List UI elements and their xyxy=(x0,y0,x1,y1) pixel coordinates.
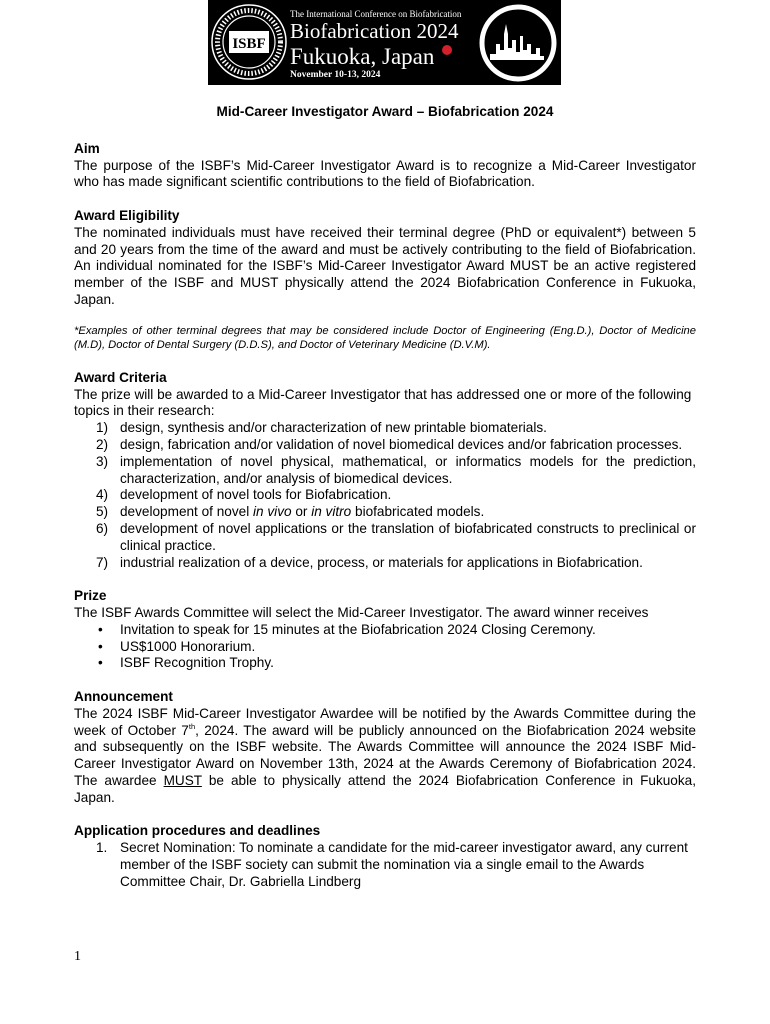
list-item: 7) industrial realization of a device, process, or materials for applications in Biofabrication. xyxy=(96,554,643,570)
list-item: 6) development of novel applications or the translation of biofabricated constructs to preclinical or clinical practice. xyxy=(96,520,696,553)
list-item: 1. Secret Nomination: To nominate a candidate for the mid-career investigator award, any current member of the ISBF society can submit the nomination via a single email to the Awards Committee Chair, Dr. Gabriella Lindberg xyxy=(96,840,688,889)
application-list xyxy=(74,840,696,890)
skyline-emblem xyxy=(478,4,558,82)
banner-dates: November 10-13, 2024 xyxy=(290,70,381,80)
criteria-heading: Award Criteria xyxy=(74,369,167,385)
banner-subtitle: The International Conference on Biofabrication xyxy=(290,9,462,19)
banner-location: Fukuoka, Japan xyxy=(290,44,435,69)
list-item: • Invitation to speak for 15 minutes at the Biofabrication 2024 Closing Ceremony. xyxy=(98,621,596,637)
announcement-text: The 2024 ISBF Mid-Career Investigator Awardee will be notified by the Awards Committee during the week of October 7th, 2024. The award will be publicly announced on the Biofabrication 2024 website and subsequently on the ISBF website. The Awards Committee will announce the 2024 ISBF Mid-Career Investigator Award on November 13th, 2024 at the Awards Ceremony of Biofabrication 2024. The awardee MUST be able to physically attend the 2024 Biofabrication Conference in Fukuoka, Japan. xyxy=(74,705,697,805)
prize-intro: The ISBF Awards Committee will select the Mid-Career Investigator. The award winner receives xyxy=(74,604,649,620)
criteria-intro: The prize will be awarded to a Mid-Career Investigator that has addressed one or more of the following topics in their research: xyxy=(74,386,692,419)
eligibility-heading: Award Eligibility xyxy=(74,207,180,223)
list-item: • US$1000 Honorarium. xyxy=(98,638,256,654)
aim-text: The purpose of the ISBF’s Mid-Career Investigator Award is to recognize a Mid-Career Investigator who has made significant scientific contributions to the field of Biofabrication. xyxy=(74,157,696,190)
prize-heading: Prize xyxy=(74,588,107,604)
list-item: 4) development of novel tools for Biofabrication. xyxy=(96,487,392,503)
svg-text:ISBF: ISBF xyxy=(232,36,266,52)
eligibility-text: The nominated individuals must have received their terminal degree (PhD or equivalent*) between 5 and 20 years from the time of the award and must be actively contributing to the field of Biofabrication. An individual nominated for the ISBF’s Mid-Career Investigator Award MUST be an active registered member of the ISBF and MUST physically attend the 2024 Biofabrication Conference in Fukuoka, Japan. xyxy=(74,224,696,307)
list-item: 1) design, synthesis and/or characterization of new printable biomaterials. xyxy=(96,420,547,436)
announcement-heading: Announcement xyxy=(74,688,173,704)
banner-title: Biofabrication 2024 xyxy=(290,19,459,43)
conference-banner xyxy=(208,0,561,85)
list-item: 2) design, fabrication and/or validation of novel biomedical devices and/or fabrication processes. xyxy=(96,436,683,452)
aim-heading: Aim xyxy=(74,140,100,156)
degree-footnote: *Examples of other terminal degrees that may be considered include Doctor of Engineering (Eng.D.), Doctor of Medicine (M.D), Doctor of Dental Surgery (D.D.S), and Doctor of Veterinary Medicine (D.V.M). xyxy=(74,324,696,352)
isbf-seal-logo xyxy=(210,3,288,81)
red-sun-dot xyxy=(440,43,454,57)
document-title: Mid-Career Investigator Award – Biofabrication 2024 xyxy=(216,104,554,119)
prize-list xyxy=(74,622,696,672)
list-item: • ISBF Recognition Trophy. xyxy=(98,655,274,671)
list-item: 5) development of novel in vivo or in vitro biofabricated models. xyxy=(96,504,485,520)
document-body xyxy=(74,104,696,890)
list-item: 3) implementation of novel physical, mathematical, or informatics models for the prediction, characterization, and/or analysis of biomedical devices. xyxy=(96,453,696,486)
application-heading: Application procedures and deadlines xyxy=(74,823,321,839)
criteria-list xyxy=(74,420,696,571)
page-number: 1 xyxy=(74,949,81,964)
